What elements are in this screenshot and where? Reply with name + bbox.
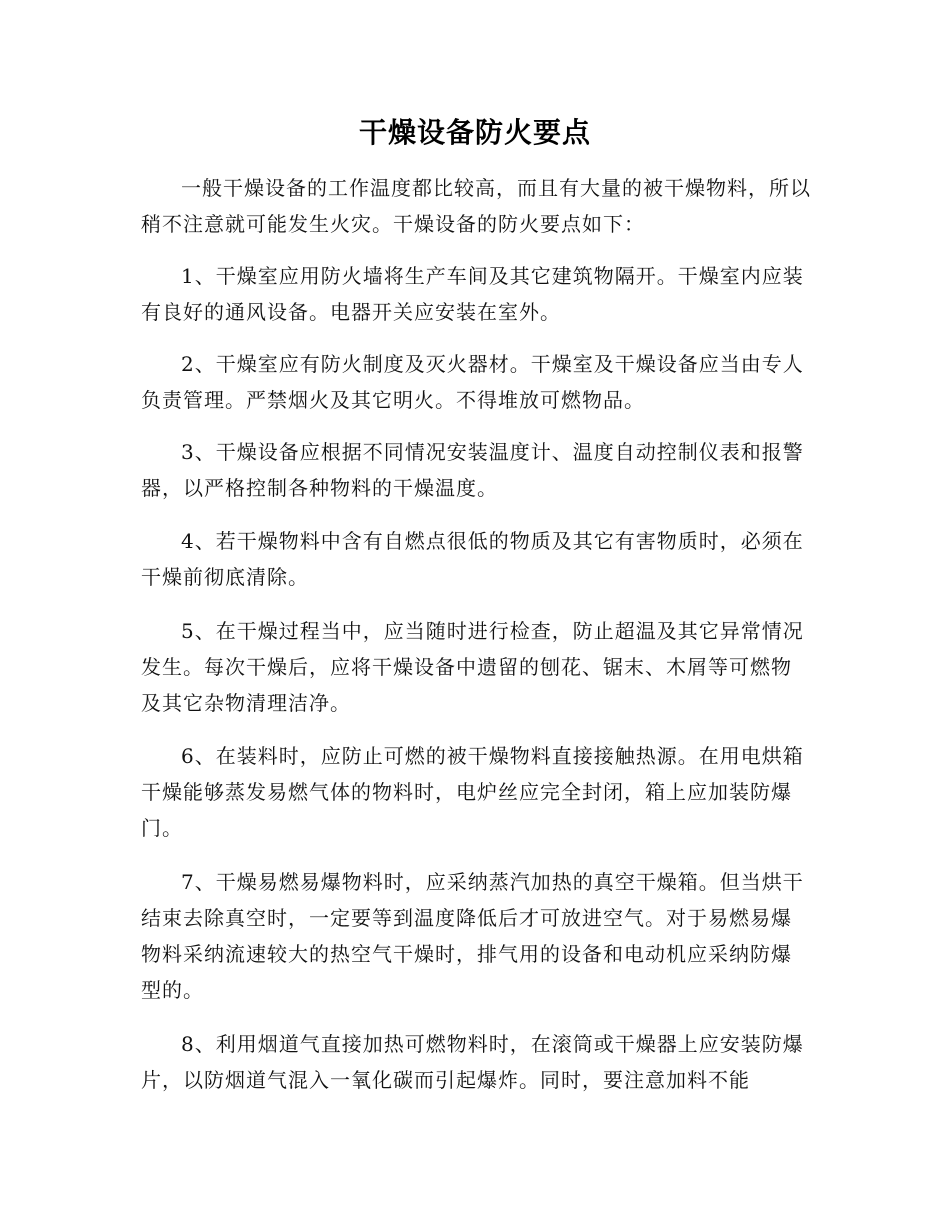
paragraph-item-3: 3、干燥设备应根据不同情况安装温度计、温度自动控制仪表和报警器，以严格控制各种物料的干燥温度。 xyxy=(141,440,804,500)
paragraph-item-1: 1、干燥室应用防火墙将生产车间及其它建筑物隔开。干燥室内应装有良好的通风设备。电器开关应安装在室外。 xyxy=(141,264,804,324)
paragraph-item-6: 6、在装料时，应防止可燃的被干燥物料直接接触热源。在用电烘箱干燥能够蒸发易燃气体的物料时，电炉丝应完全封闭，箱上应加装防爆门。 xyxy=(141,744,804,840)
paragraph-item-7: 7、干燥易燃易爆物料时，应采纳蒸汽加热的真空干燥箱。但当烘干结束去除真空时，一定要等到温度降低后才可放进空气。对于易燃易爆物料采纳流速较大的热空气干燥时，排气用的设备和电动机应采纳防爆型的。 xyxy=(141,870,804,1002)
document-title: 干燥设备防火要点 xyxy=(358,116,591,149)
paragraph-item-8: 8、利用烟道气直接加热可燃物料时，在滚筒或干燥器上应安装防爆片，以防烟道气混入一氧化碳而引起爆炸。同时，要注意加料不能 xyxy=(141,1032,804,1092)
paragraph-item-2: 2、干燥室应有防火制度及灭火器材。干燥室及干燥设备应当由专人负责管理。严禁烟火及其它明火。不得堆放可燃物品。 xyxy=(141,352,804,412)
paragraph-item-4: 4、若干燥物料中含有自燃点很低的物质及其它有害物质时，必须在干燥前彻底清除。 xyxy=(141,529,804,589)
paragraph-item-5: 5、在干燥过程当中，应当随时进行检查，防止超温及其它异常情况发生。每次干燥后，应将干燥设备中遗留的刨花、锯末、木屑等可燃物及其它杂物清理洁净。 xyxy=(141,619,804,715)
paragraph-intro: 一般干燥设备的工作温度都比较高，而且有大量的被干燥物料，所以稍不注意就可能发生火灾。干燥设备的防火要点如下： xyxy=(141,176,811,236)
